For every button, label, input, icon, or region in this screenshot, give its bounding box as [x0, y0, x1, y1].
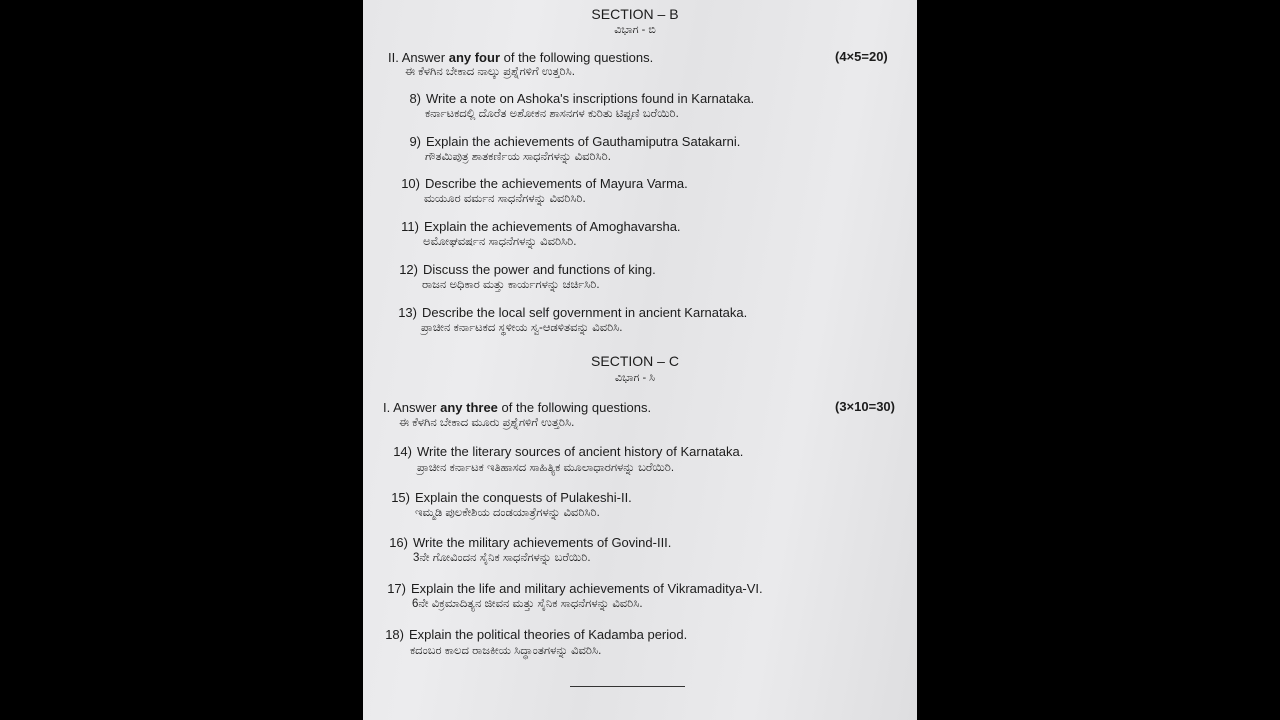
question-14 — [386, 444, 743, 459]
question-text: Explain the life and military achievements of Vikramaditya-VI. — [411, 581, 763, 596]
question-number: 12) — [399, 262, 418, 277]
section-c-instruction: I. Answer any three of the following questions. — [383, 400, 652, 415]
question-text: Explain the achievements of Gauthamiputra Satakarni. — [426, 134, 741, 149]
section-b-instruction: II. Answer any four of the following questions. — [388, 50, 654, 65]
end-of-paper-rule — [570, 686, 685, 687]
instruction-number: II. — [388, 50, 399, 65]
question-number: 8) — [409, 91, 421, 106]
section-b-instruction-kannada: ಈ ಕೆಳಗಿನ ಬೇಕಾದ ನಾಲ್ಕು ಪ್ರಶ್ನೆಗಳಿಗೆ ಉತ್ತರಿಸಿ. — [405, 66, 575, 78]
question-13-kannada: ಪ್ರಾಚೀನ ಕರ್ನಾಟಕದ ಸ್ಥಳೀಯ ಸ್ವ-ಆಡಳಿತವನ್ನು ವಿವರಿಸಿ. — [421, 322, 623, 334]
question-9-kannada: ಗೌತಮಿಪುತ್ರ ಶಾತಕರ್ಣಿಯ ಸಾಧನೆಗಳನ್ನು ವಿವರಿಸಿರಿ. — [425, 151, 611, 163]
question-15-kannada: ಇಮ್ಮಡಿ ಪುಲಕೇಶಿಯ ದಂಡಯಾತ್ರೆಗಳನ್ನು ವಿವರಿಸಿರಿ. — [415, 507, 600, 519]
section-c-title: SECTION – C — [591, 353, 679, 369]
question-13 — [391, 305, 747, 320]
question-text: Explain the political theories of Kadamba period. — [409, 627, 688, 642]
question-number: 15) — [391, 490, 410, 505]
exam-paper-page — [363, 0, 917, 720]
question-8-kannada: ಕರ್ನಾಟಕದಲ್ಲಿ ದೊರೆತ ಅಶೋಕನ ಶಾಸನಗಳ ಕುರಿತು ಟಿಪ್ಪಣಿ ಬರೆಯಿರಿ. — [425, 108, 679, 120]
instruction-number: I. — [383, 400, 391, 415]
question-16 — [382, 535, 671, 550]
question-text: Discuss the power and functions of king. — [423, 262, 656, 277]
question-18-kannada: ಕದಂಬರ ಕಾಲದ ರಾಜಕೀಯ ಸಿದ್ಧಾಂತಗಳನ್ನು ವಿವರಿಸಿ. — [410, 645, 602, 657]
question-text: Explain the achievements of Amoghavarsha. — [424, 219, 681, 234]
question-11 — [393, 219, 681, 234]
question-number: 10) — [401, 176, 420, 191]
question-15 — [384, 490, 632, 505]
instruction-emphasis: any four — [448, 50, 501, 65]
question-11-kannada: ಅಮೋಘವರ್ಷನ ಸಾಧನೆಗಳನ್ನು ವಿವರಿಸಿರಿ. — [423, 236, 577, 248]
question-text: Write the military achievements of Govind-III. — [413, 535, 672, 550]
question-9 — [395, 134, 740, 149]
question-10 — [394, 176, 688, 191]
question-number: 16) — [389, 535, 408, 550]
section-c-marks: (3×10=30) — [835, 399, 895, 414]
question-18 — [378, 627, 687, 642]
question-text: Explain the conquests of Pulakeshi-II. — [415, 490, 632, 505]
question-number: 9) — [409, 134, 421, 149]
question-17 — [380, 581, 763, 596]
question-text: Write a note on Ashoka's inscriptions found in Karnataka. — [426, 91, 755, 106]
question-14-kannada: ಪ್ರಾಚೀನ ಕರ್ನಾಟಕ ಇತಿಹಾಸದ ಸಾಹಿತ್ಯಿಕ ಮೂಲಾಧಾರಗಳನ್ನು ಬರೆಯಿರಿ. — [417, 462, 675, 474]
question-17-kannada: 6ನೇ ವಿಕ್ರಮಾದಿತ್ಯನ ಜೀವನ ಮತ್ತು ಸೈನಿಕ ಸಾಧನೆಗಳನ್ನು ವಿವರಿಸಿ. — [412, 598, 643, 610]
question-number: 18) — [385, 627, 404, 642]
question-text: Describe the achievements of Mayura Varma. — [425, 176, 688, 191]
instruction-emphasis: any three — [440, 400, 498, 415]
question-text: Describe the local self government in ancient Karnataka. — [422, 305, 748, 320]
question-number: 11) — [401, 219, 419, 234]
question-12 — [392, 262, 656, 277]
question-number: 17) — [387, 581, 406, 596]
question-text: Write the literary sources of ancient history of Karnataka. — [417, 444, 744, 459]
question-number: 14) — [393, 444, 412, 459]
section-b-marks: (4×5=20) — [835, 49, 888, 64]
section-c-title-kannada: ವಿಭಾಗ - ಸಿ — [614, 372, 656, 384]
question-12-kannada: ರಾಜನ ಅಧಿಕಾರ ಮತ್ತು ಕಾರ್ಯಗಳನ್ನು ಚರ್ಚಿಸಿರಿ. — [422, 279, 600, 291]
section-c-instruction-kannada: ಈ ಕೆಳಗಿನ ಬೇಕಾದ ಮೂರು ಪ್ರಶ್ನೆಗಳಿಗೆ ಉತ್ತರಿಸಿ. — [399, 417, 575, 429]
question-8 — [395, 91, 754, 106]
question-number: 13) — [398, 305, 417, 320]
question-10-kannada: ಮಯೂರ ವರ್ಮನ ಸಾಧನೆಗಳನ್ನು ವಿವರಿಸಿರಿ. — [424, 193, 586, 205]
section-b-title-kannada: ವಿಭಾಗ - ಬಿ — [614, 24, 656, 36]
section-b-title: SECTION – B — [591, 6, 679, 22]
question-16-kannada: 3ನೇ ಗೋವಿಂದನ ಸೈನಿಕ ಸಾಧನೆಗಳನ್ನು ಬರೆಯಿರಿ. — [413, 552, 591, 564]
